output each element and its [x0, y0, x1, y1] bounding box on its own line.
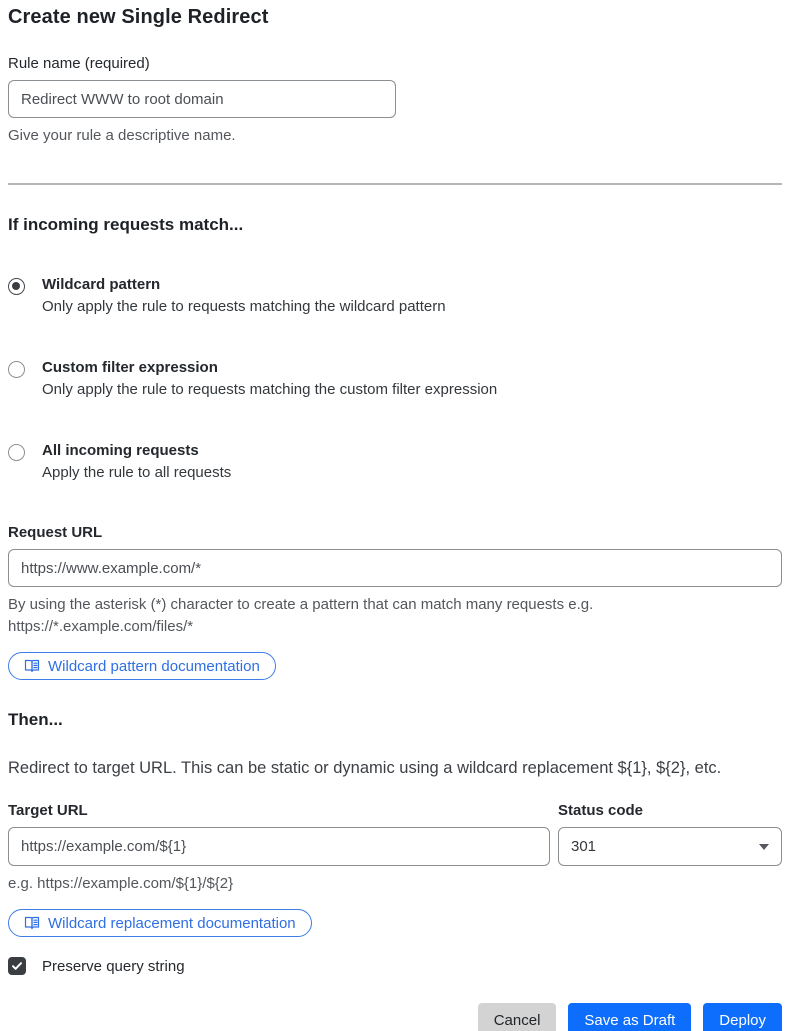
radio-option-label: All incoming requests [42, 442, 199, 459]
preserve-query-string-row[interactable] [8, 957, 782, 975]
cancel-button[interactable]: Cancel [478, 1003, 557, 1031]
radio-option-description: Only apply the rule to requests matching the wildcard pattern [42, 298, 446, 315]
target-url-label: Target URL [8, 802, 88, 819]
target-url-help: e.g. https://example.com/${1}/${2} [8, 875, 234, 892]
radio-option-label: Custom filter expression [42, 359, 218, 376]
request-url-input[interactable] [8, 549, 782, 587]
radio-option-wildcard-pattern[interactable] [8, 275, 782, 319]
doc-button-label: Wildcard replacement documentation [48, 914, 296, 932]
deploy-button[interactable]: Deploy [703, 1003, 782, 1031]
match-type-radio-group [8, 275, 782, 485]
wildcard-pattern-documentation-button[interactable] [8, 652, 276, 680]
radio-option-description: Apply the rule to all requests [42, 464, 232, 481]
open-book-icon [24, 915, 40, 931]
request-url-label: Request URL [8, 524, 103, 541]
radio-button-icon[interactable] [8, 444, 25, 461]
open-book-icon [24, 658, 40, 674]
then-section-heading: Then... [8, 710, 63, 729]
status-code-selected-value: 301 [571, 838, 597, 855]
request-url-help [8, 594, 782, 638]
radio-button-icon[interactable] [8, 278, 25, 295]
then-section-description: Redirect to target URL. This can be static or dynamic using a wildcard replacement ${1}, ${2}, etc. [8, 759, 722, 777]
status-code-select[interactable] [558, 827, 782, 866]
rule-name-help: Give your rule a descriptive name. [8, 127, 236, 144]
radio-button-icon[interactable] [8, 361, 25, 378]
radio-option-all-incoming-requests[interactable] [8, 441, 782, 485]
request-url-help-line1: By using the asterisk (*) character to create a pattern that can match many requests e.g. [8, 596, 594, 613]
footer-action-bar [8, 1003, 782, 1031]
radio-option-custom-filter-expression[interactable] [8, 358, 782, 402]
preserve-query-string-label: Preserve query string [42, 957, 185, 975]
doc-button-label: Wildcard pattern documentation [48, 657, 260, 675]
checkbox-checked-icon[interactable] [8, 957, 26, 975]
save-as-draft-button[interactable]: Save as Draft [568, 1003, 691, 1031]
match-section-heading: If incoming requests match... [8, 215, 244, 234]
page-title: Create new Single Redirect [8, 6, 269, 28]
section-divider [8, 183, 782, 185]
status-code-label: Status code [558, 802, 644, 819]
caret-down-icon [759, 844, 769, 850]
target-url-input[interactable] [8, 827, 550, 866]
radio-option-description: Only apply the rule to requests matching the custom filter expression [42, 381, 498, 398]
target-status-row [8, 780, 782, 895]
request-url-help-line2: https://*.example.com/files/* [8, 618, 194, 635]
rule-name-input[interactable] [8, 80, 396, 118]
rule-name-label: Rule name (required) [8, 55, 150, 72]
wildcard-replacement-documentation-button[interactable] [8, 909, 312, 937]
radio-option-label: Wildcard pattern [42, 276, 161, 293]
